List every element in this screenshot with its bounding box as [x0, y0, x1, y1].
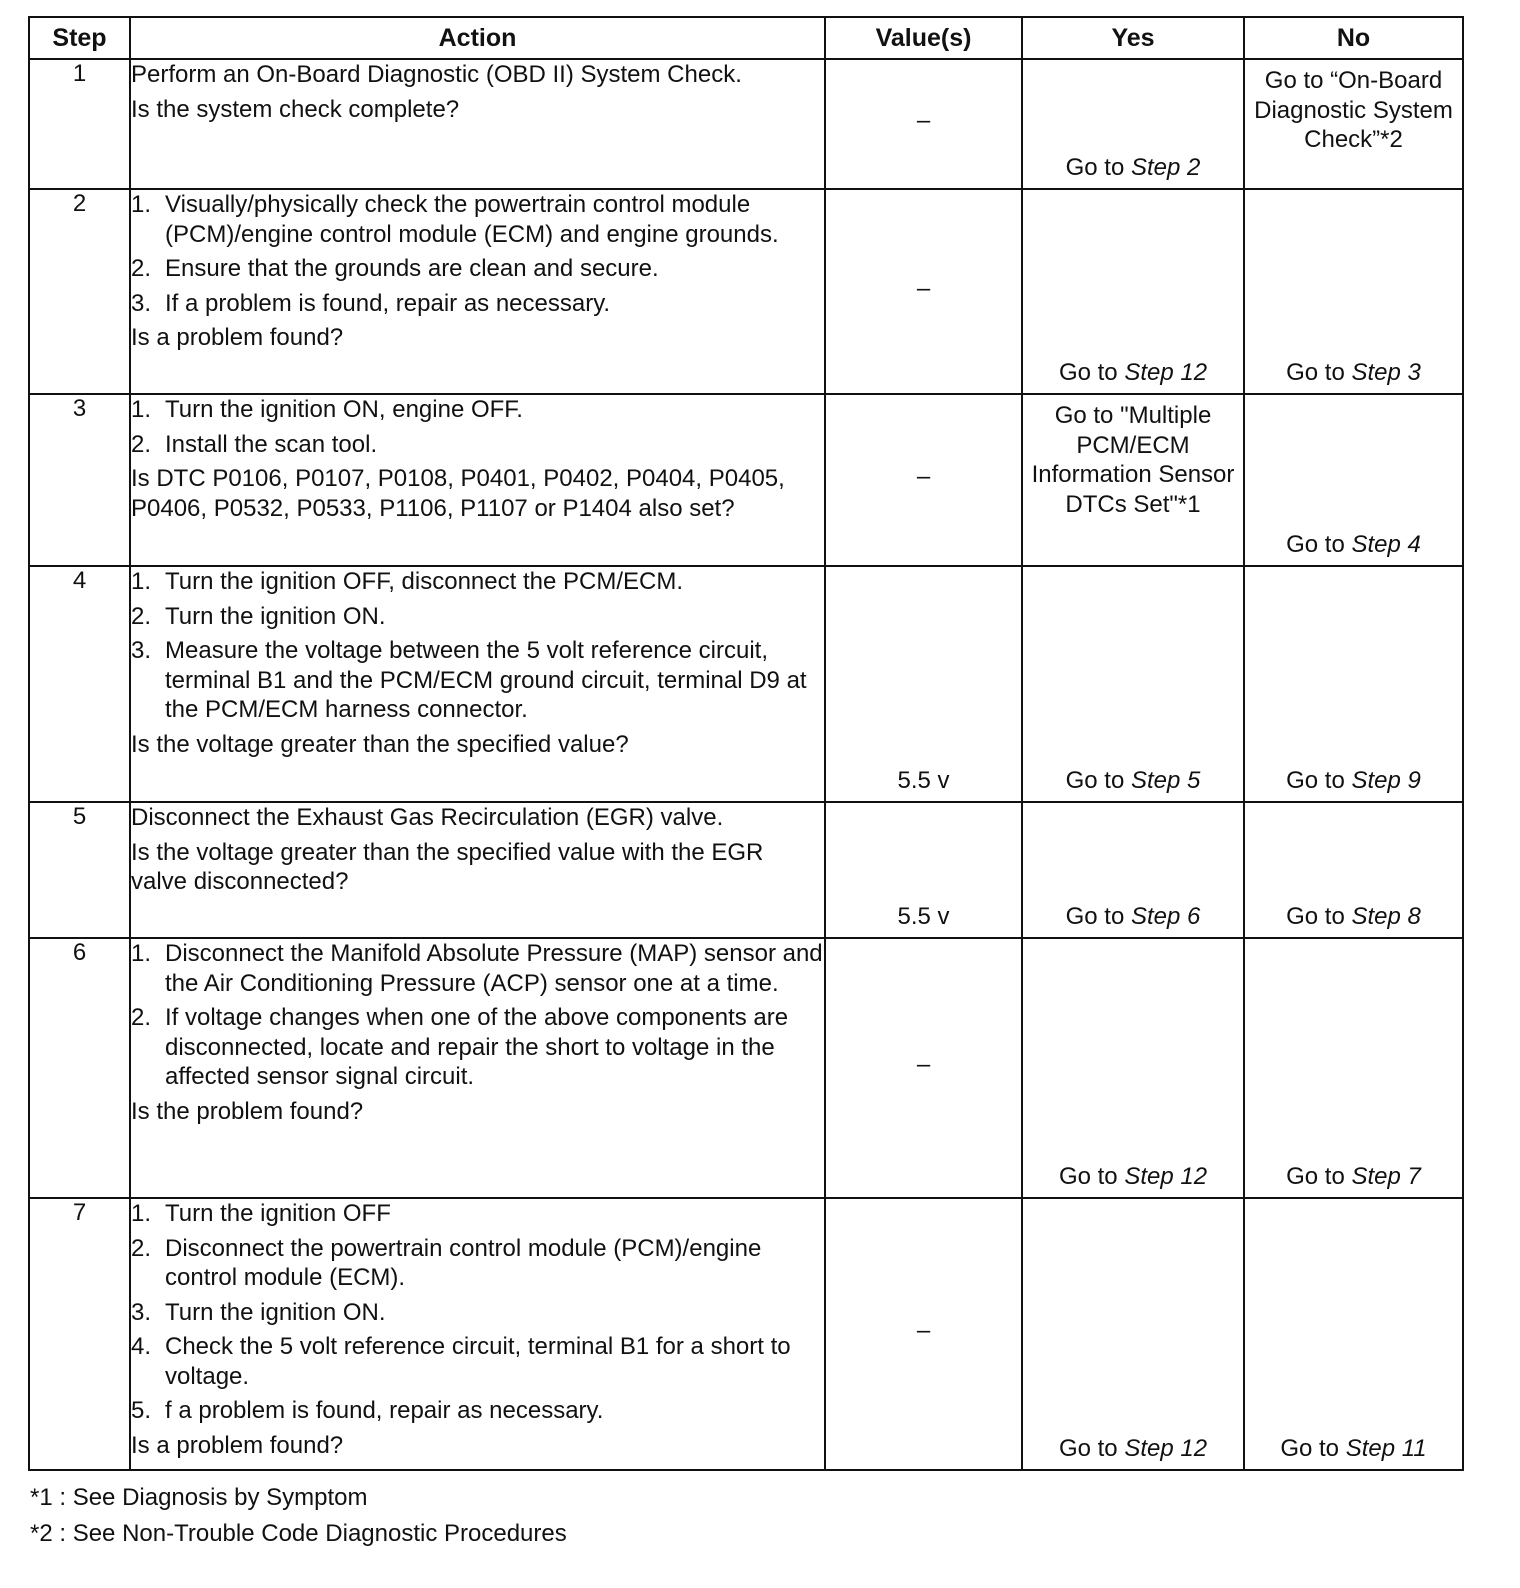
item-text: Turn the ignition OFF — [165, 1200, 391, 1227]
item-number: 2. — [131, 1234, 152, 1262]
value-text: – — [916, 1317, 931, 1345]
step-link: Step 11 — [1345, 1434, 1427, 1462]
item-text: Check the 5 volt reference circuit, terminal B1 for a short to voltage. — [165, 1333, 791, 1390]
value-text: – — [916, 274, 931, 302]
action-cell — [130, 802, 825, 938]
table-row — [29, 938, 1463, 1198]
goto-prefix: Go to — [1058, 1162, 1125, 1190]
table-row — [29, 394, 1463, 566]
list-item — [131, 395, 824, 425]
yes-goto — [1023, 1162, 1243, 1192]
item-number: 1. — [131, 1200, 152, 1227]
item-text: Visually/physically check the powertrain control module (PCM)/engine control module (ECM) and engine grounds. — [165, 191, 779, 248]
step-link: Step 3 — [1351, 358, 1421, 386]
item-number: 2. — [131, 255, 152, 282]
value-cell — [825, 566, 1022, 802]
goto-prefix: Go to — [1058, 358, 1125, 386]
no-reference: Go to “On-Board Diagnostic System Check”*2 — [1254, 67, 1453, 153]
action-question: Is the system check complete? — [131, 95, 460, 123]
yes-cell — [1022, 802, 1244, 938]
goto-prefix: Go to — [1286, 530, 1352, 558]
step-number: 5 — [29, 802, 130, 938]
list-item — [131, 567, 824, 597]
yes-cell — [1022, 394, 1244, 566]
action-question: Is the voltage greater than the specified value with the EGR valve disconnected? — [131, 838, 764, 895]
no-cell — [1244, 1198, 1463, 1470]
step-number: 2 — [29, 189, 130, 394]
action-list — [131, 1199, 824, 1426]
no-cell — [1244, 938, 1463, 1198]
goto-prefix: Go to — [1286, 358, 1352, 386]
action-question: Is the voltage greater than the specified value? — [131, 730, 629, 758]
yes-goto — [1023, 1434, 1243, 1464]
action-list — [131, 395, 824, 459]
action-cell — [130, 394, 825, 566]
action-cell — [130, 59, 825, 189]
yes-cell — [1022, 1198, 1244, 1470]
step-link: Step 6 — [1130, 902, 1201, 930]
header-row — [29, 17, 1463, 59]
no-goto — [1245, 358, 1462, 388]
diagnostic-table — [28, 16, 1464, 1471]
item-text: Ensure that the grounds are clean and secure. — [165, 255, 659, 282]
action-cell — [130, 189, 825, 394]
item-number: 3. — [131, 637, 152, 664]
table-row — [29, 59, 1463, 189]
yes-goto — [1023, 153, 1243, 183]
step-link: Step 2 — [1130, 153, 1201, 181]
item-text: Turn the ignition ON. — [165, 1298, 386, 1326]
table-row — [29, 189, 1463, 394]
action-question: Is DTC P0106, P0107, P0108, P0401, P0402, P0404, P0405, P0406, P0532, P0533, P1106, P1107 or P1404 also set? — [131, 465, 785, 522]
goto-prefix: Go to — [1286, 766, 1352, 794]
value-text: 5.5 v — [897, 767, 950, 794]
item-number: 1. — [131, 191, 152, 218]
footnote-1: *1 : See Diagnosis by Symptom — [30, 1484, 368, 1511]
item-text: Turn the ignition ON. — [165, 602, 386, 630]
goto-prefix: Go to — [1065, 902, 1131, 930]
action-list — [131, 939, 824, 1092]
value-cell — [825, 938, 1022, 1198]
list-item — [131, 1234, 824, 1293]
value-text: – — [916, 463, 931, 491]
header-action: Action — [130, 17, 825, 59]
no-cell — [1244, 59, 1463, 189]
action-list — [131, 190, 824, 318]
item-text: Install the scan tool. — [165, 430, 378, 458]
step-link: Step 5 — [1130, 766, 1201, 794]
list-item — [131, 1298, 824, 1328]
no-goto — [1245, 1162, 1462, 1192]
step-link: Step 9 — [1351, 766, 1421, 794]
value-text: 5.5 v — [897, 903, 950, 930]
item-number: 3. — [131, 1298, 152, 1326]
list-item — [131, 430, 824, 460]
item-number: 1. — [131, 940, 152, 967]
no-cell — [1244, 189, 1463, 394]
no-cell — [1244, 802, 1463, 938]
table-row — [29, 802, 1463, 938]
goto-prefix: Go to — [1286, 902, 1352, 930]
no-goto — [1245, 530, 1462, 560]
value-text: – — [916, 1051, 931, 1079]
value-cell — [825, 1198, 1022, 1470]
item-number: 2. — [131, 602, 152, 630]
step-link: Step 4 — [1351, 530, 1421, 558]
table-row — [29, 1198, 1463, 1470]
value-cell — [825, 59, 1022, 189]
value-text: – — [916, 107, 931, 135]
yes-cell — [1022, 59, 1244, 189]
list-item — [131, 254, 824, 284]
action-text: Disconnect the Exhaust Gas Recirculation (EGR) valve. — [131, 804, 724, 831]
step-number: 3 — [29, 394, 130, 566]
item-number: 1. — [131, 396, 152, 423]
item-text: Turn the ignition OFF, disconnect the PCM/ECM. — [165, 568, 683, 595]
goto-prefix: Go to — [1280, 1434, 1346, 1462]
action-text: Perform an On-Board Diagnostic (OBD II) System Check. — [131, 61, 742, 88]
table-row — [29, 566, 1463, 802]
step-number: 1 — [29, 59, 130, 189]
step-number: 6 — [29, 938, 130, 1198]
item-text: If a problem is found, repair as necessary. — [165, 289, 611, 317]
action-question: Is a problem found? — [131, 324, 344, 351]
value-cell — [825, 802, 1022, 938]
step-number: 4 — [29, 566, 130, 802]
item-text: If voltage changes when one of the above components are disconnected, locate and repair the short to voltage in the affected sensor signal circuit. — [165, 1004, 789, 1090]
step-link: Step 12 — [1124, 1162, 1208, 1190]
action-cell — [130, 938, 825, 1198]
item-number: 2. — [131, 430, 152, 458]
action-cell — [130, 566, 825, 802]
value-cell — [825, 189, 1022, 394]
action-question: Is a problem found? — [131, 1431, 344, 1459]
item-text: Disconnect the powertrain control module (PCM)/engine control module (ECM). — [165, 1234, 762, 1291]
item-number: 1. — [131, 568, 152, 595]
yes-goto — [1023, 902, 1243, 932]
item-number: 4. — [131, 1333, 152, 1360]
yes-cell — [1022, 189, 1244, 394]
item-number: 5. — [131, 1397, 152, 1424]
yes-cell — [1022, 938, 1244, 1198]
header-no: No — [1244, 17, 1463, 59]
header-yes: Yes — [1022, 17, 1244, 59]
item-text: f a problem is found, repair as necessary. — [165, 1397, 604, 1424]
yes-goto — [1023, 766, 1243, 796]
list-item — [131, 190, 824, 249]
item-text: Disconnect the Manifold Absolute Pressure (MAP) sensor and the Air Conditioning Pressure (ACP) sensor one at a time. — [165, 940, 823, 997]
goto-prefix: Go to — [1065, 153, 1131, 181]
item-text: Measure the voltage between the 5 volt reference circuit, terminal B1 and the PCM/ECM ground circuit, terminal D9 at the PCM/ECM harness connector. — [165, 637, 807, 723]
list-item — [131, 1003, 824, 1092]
no-cell — [1244, 566, 1463, 802]
item-text: Turn the ignition ON, engine OFF. — [165, 396, 523, 423]
action-cell — [130, 1198, 825, 1470]
list-item — [131, 636, 824, 725]
action-question: Is the problem found? — [131, 1097, 364, 1125]
list-item — [131, 1332, 824, 1391]
goto-prefix: Go to — [1065, 766, 1131, 794]
list-item — [131, 1396, 824, 1426]
step-link: Step 12 — [1124, 358, 1208, 386]
no-goto — [1245, 902, 1462, 932]
step-link: Step 12 — [1124, 1434, 1208, 1462]
item-number: 2. — [131, 1004, 152, 1031]
action-list — [131, 567, 824, 725]
list-item — [131, 602, 824, 632]
yes-reference: Go to "Multiple PCM/ECM Information Sensor DTCs Set"*1 — [1031, 402, 1235, 518]
footnote-2: *2 : See Non-Trouble Code Diagnostic Procedures — [30, 1520, 567, 1547]
no-goto — [1245, 1434, 1462, 1464]
list-item — [131, 1199, 824, 1229]
value-cell — [825, 394, 1022, 566]
step-number: 7 — [29, 1198, 130, 1470]
yes-goto — [1023, 358, 1243, 388]
item-number: 3. — [131, 289, 152, 317]
goto-prefix: Go to — [1058, 1434, 1125, 1462]
header-value: Value(s) — [825, 17, 1022, 59]
no-cell — [1244, 394, 1463, 566]
list-item — [131, 939, 824, 998]
step-link: Step 7 — [1351, 1162, 1421, 1190]
list-item — [131, 289, 824, 319]
step-link: Step 8 — [1351, 902, 1421, 930]
no-goto — [1245, 766, 1462, 796]
goto-prefix: Go to — [1286, 1162, 1352, 1190]
header-step: Step — [29, 17, 130, 59]
yes-cell — [1022, 566, 1244, 802]
